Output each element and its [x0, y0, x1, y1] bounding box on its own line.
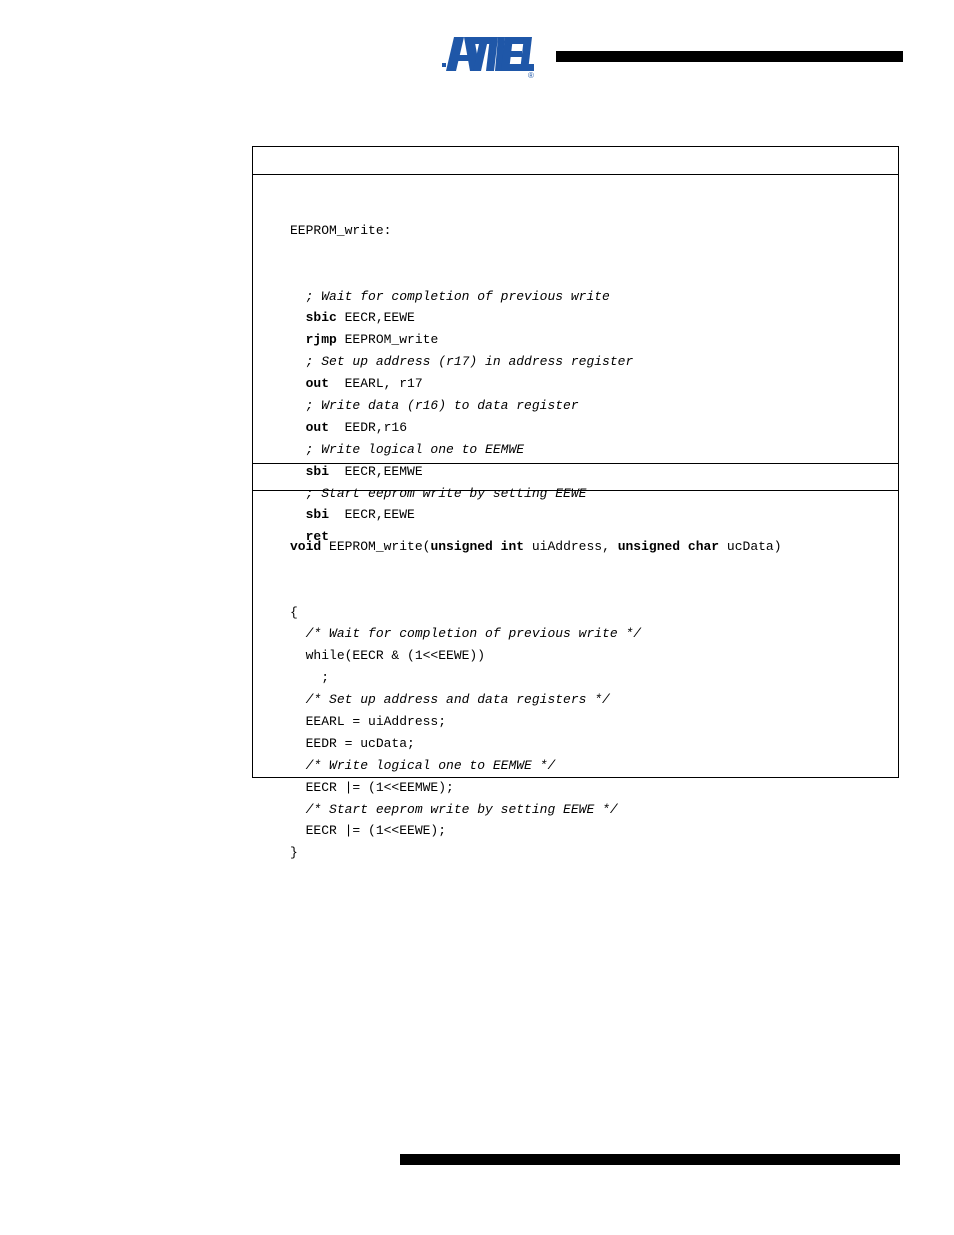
- asm-code-line: ; Start eeprom write by setting EEWE: [305, 485, 587, 501]
- c-code-header-row: [253, 463, 898, 491]
- asm-code-line: ; Write logical one to EEMWE: [305, 441, 525, 457]
- asm-code-line: ; Wait for completion of previous write: [305, 288, 610, 304]
- c-code-line: ;: [321, 670, 330, 686]
- asm-code-line: ; Write data (r16) to data register: [305, 397, 579, 413]
- atmel-logo: [442, 33, 536, 79]
- c-code-line: {: [290, 604, 298, 620]
- asm-code-line: out EEDR,r16: [305, 419, 408, 435]
- header-rule: [556, 51, 903, 62]
- c-code-line: EEDR = ucData;: [305, 735, 415, 751]
- c-code-line: EEARL = uiAddress;: [305, 713, 447, 729]
- c-code-line: }: [290, 845, 298, 861]
- c-code-line: while(EECR & (1<<EEWE)): [305, 648, 486, 664]
- registered-mark: ®: [528, 71, 534, 79]
- c-code-line: EECR |= (1<<EEWE);: [305, 823, 447, 839]
- asm-code-line: sbi EECR,EEMWE: [305, 463, 423, 479]
- c-code-line: /* Set up address and data registers */: [305, 692, 610, 708]
- asm-code-line: ret: [305, 529, 330, 545]
- c-code-block: [290, 492, 782, 908]
- footer-rule: [400, 1154, 900, 1165]
- code-example-table: [252, 146, 899, 861]
- asm-code-line: sbic EECR,EEWE: [305, 310, 415, 326]
- c-function-signature: void EEPROM_write(unsigned int uiAddress, unsigned char ucData): [290, 538, 782, 554]
- asm-label: EEPROM_write:: [290, 222, 392, 238]
- asm-code-line: sbi EECR,EEWE: [305, 507, 415, 523]
- c-code-line: /* Wait for completion of previous write */: [305, 626, 642, 642]
- c-code-line: EECR |= (1<<EEMWE);: [305, 779, 454, 795]
- c-code-line: /* Start eeprom write by setting EEWE */: [305, 801, 618, 817]
- asm-code-line: ; Set up address (r17) in address register: [305, 354, 634, 370]
- asm-code-line: rjmp EEPROM_write: [305, 332, 439, 348]
- asm-code-line: out EEARL, r17: [305, 376, 423, 392]
- assembly-code-header-row: [253, 147, 898, 175]
- c-code-line: /* Write logical one to EEMWE */: [305, 757, 556, 773]
